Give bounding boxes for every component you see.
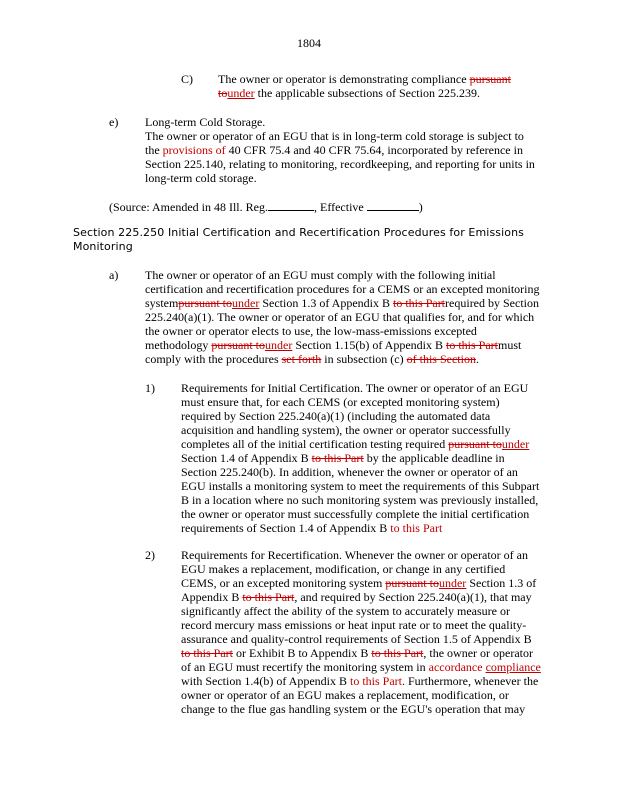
inserted-text: under	[501, 437, 530, 451]
item-c-text-1: The owner or operator is demonstrating compliance	[218, 72, 470, 86]
source-note	[109, 199, 423, 214]
page-number: 1804	[297, 36, 321, 50]
item-2-text-4: or Exhibit B to Appendix B	[233, 646, 372, 660]
changed-text: to this Part	[349, 674, 402, 688]
deleted-text: to this Part	[371, 646, 424, 660]
deleted-text: pursuant to	[211, 338, 265, 352]
source-text-1: (Source: Amended in 48 Ill. Reg.	[109, 200, 268, 214]
deleted-text: pursuant	[469, 72, 511, 86]
item-c-text-3: the applicable subsections of Section 225.239.	[254, 86, 480, 100]
source-text-3: )	[418, 200, 423, 214]
inserted-text: under	[438, 576, 467, 590]
item-1-text	[181, 381, 541, 535]
inserted-text: under	[227, 86, 255, 100]
deleted-text: to this Part	[393, 296, 446, 310]
item-1-label: 1)	[145, 381, 155, 395]
item-a-text-1: The owner or operator of an EGU must comply with the following initial certification and recertification procedures for a CEMS or an excepted monitoring system	[145, 268, 540, 310]
inserted-text: compliance	[485, 660, 541, 674]
blank-register-line	[268, 199, 314, 211]
item-c-text	[218, 72, 540, 100]
inserted-text: under	[265, 338, 293, 352]
item-2-text-2: Section 1.3 of Appendix B	[181, 576, 537, 604]
deleted-text: to	[218, 86, 228, 100]
item-e-text-2: 40 CFR 75.4 and 40 CFR 75.64, incorporated by reference in Section 225.140, relating to monitoring, recordkeeping, and reporting for units in long-term cold storage.	[145, 143, 535, 185]
deleted-text: set forth	[281, 352, 322, 366]
section-heading: Section 225.250 Initial Certification and Recertification Procedures for Emissions Monitoring	[73, 226, 524, 253]
item-a-text-3: required by Section 225.240(a)(1). The owner or operator of an EGU that qualifies for, and for which the owner or operator elects to use, the low-mass-emissions excepted methodology	[145, 296, 540, 352]
source-text-2: , Effective	[313, 200, 367, 214]
deleted-text: to this Part	[181, 646, 234, 660]
item-2-text	[181, 548, 543, 716]
blank-effective-line	[367, 199, 419, 211]
item-2-text-5: , the owner or operator of an EGU must recertify the monitoring system in	[181, 646, 533, 674]
item-2-text-8: . Furthermore, whenever the owner or operator of an EGU makes a replacement, modification, or change to the flue gas handling system or the EGU's operation that may	[181, 674, 539, 716]
item-a-text-5: must comply with the procedures	[145, 338, 522, 366]
deleted-text: pursuant to	[385, 576, 439, 590]
item-e-title: Long-term Cold Storage.	[145, 115, 266, 129]
item-1-text-1: Requirements for Initial Certification. The owner or operator of an EGU must ensure that, for each CEMS (or excepted monitoring system) required by Section 225.240(a)(1) (including the automated data acquisition and handling system), the owner or operator successfully completes all of the initial certification testing required	[181, 381, 529, 451]
item-1-text-2: Section 1.4 of Appendix B	[181, 451, 312, 465]
deleted-text: pursuant to	[448, 437, 502, 451]
item-e-text-1: The owner or operator of an EGU that is in long-term cold storage is subject to the	[145, 129, 524, 157]
changed-text: to this Part	[390, 521, 443, 535]
deleted-text: to this Part	[242, 590, 295, 604]
item-a-text-4: Section 1.15(b) of Appendix B	[292, 338, 446, 352]
item-2-label: 2)	[145, 548, 155, 562]
deleted-text: to this Part	[445, 338, 498, 352]
item-e-label: e)	[109, 115, 119, 129]
changed-text: provisions of	[162, 143, 229, 157]
item-a-text-6: in subsection (c)	[321, 352, 407, 366]
item-1-text-3: by the applicable deadline in Section 225.240(b). In addition, whenever the owner or operator of an EGU installs a monitoring system to meet the requirements of this Subpart B in a location where no such monitoring system was previously installed, the owner or operator must successfully complete the initial certification requirements of Section 1.4 of Appendix B	[181, 451, 540, 535]
changed-text: accordance	[428, 660, 483, 674]
item-2-text-1: Requirements for Recertification. Whenever the owner or operator of an EGU makes a replacement, modification, or change in any certified CEMS, or an excepted monitoring system	[181, 548, 528, 590]
item-2-text-3: , and required by Section 225.240(a)(1), that may significantly affect the ability of the system to accurately measure or record mercury mass emissions or heat input rate or to meet the quality-assurance and quality-control requirements of Section 1.5 of Appendix B	[181, 590, 532, 646]
item-a-text-7: .	[475, 352, 479, 366]
item-e-text	[145, 129, 537, 185]
item-c-label: C)	[181, 72, 193, 86]
inserted-text: under	[232, 296, 260, 310]
item-a-text	[145, 268, 541, 366]
deleted-text: to this Part	[311, 451, 364, 465]
deleted-text: of this Section	[406, 352, 476, 366]
item-a-label: a)	[109, 268, 119, 282]
item-2-text-7: with Section 1.4(b) of Appendix B	[181, 674, 350, 688]
item-a-text-2: Section 1.3 of Appendix B	[259, 296, 394, 310]
deleted-text: pursuant to	[178, 296, 233, 310]
